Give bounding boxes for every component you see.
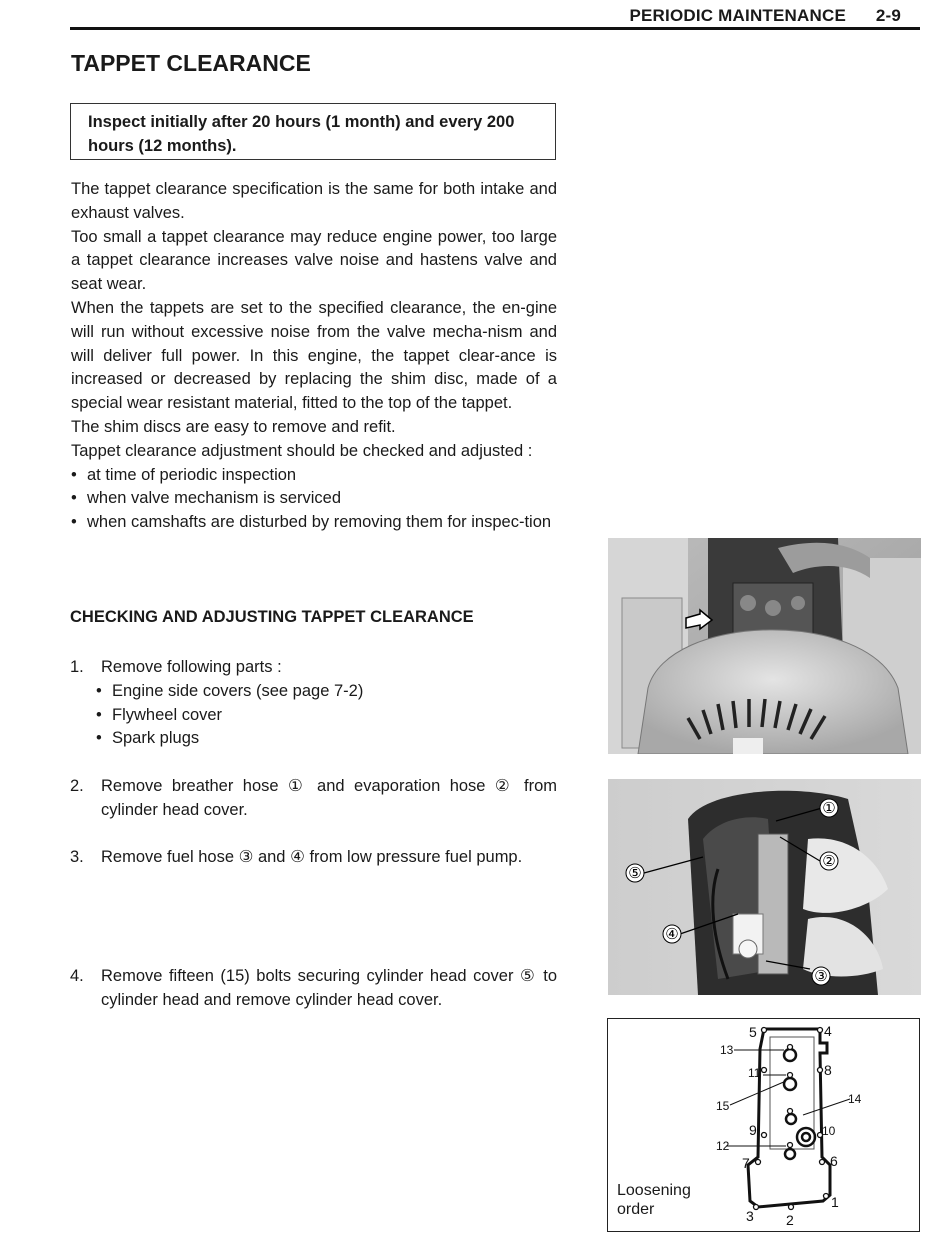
bolt-label-5: 5 — [749, 1024, 757, 1040]
list-item: • at time of periodic inspection — [71, 464, 557, 488]
paragraph: Tappet clearance adjustment should be checked and adjusted : — [71, 441, 533, 460]
page-title: TAPPET CLEARANCE — [71, 50, 311, 76]
step-text: Remove fifteen (15) bolts securing cylinder head cover ⑤ to cylinder head and remove cylinder head cover. — [101, 967, 557, 1009]
section-title: PERIODIC MAINTENANCE — [629, 6, 846, 25]
step-number: 4. — [70, 967, 84, 985]
parts-list — [70, 680, 557, 751]
caption-line: order — [617, 1201, 655, 1218]
paragraph: Too small a tappet clearance may reduce engine power, too large a tappet clearance increases valve noise and hastens valve and seat wear. — [71, 227, 557, 294]
callout-4: ④ — [665, 925, 679, 943]
bolt-label-13: 13 — [720, 1043, 734, 1057]
bolt-label-8: 8 — [824, 1062, 832, 1078]
engine-photo-hoses — [608, 779, 921, 995]
bolt-label-10: 10 — [822, 1124, 836, 1138]
inspection-notice-box: Inspect initially after 20 hours (1 month) and every 200 hours (12 months). — [70, 103, 556, 160]
page-header — [600, 4, 918, 26]
list-item: • when valve mechanism is serviced — [71, 487, 557, 511]
step-number: 2. — [70, 777, 84, 795]
paragraph: The tappet clearance specification is the same for both intake and exhaust valves. — [71, 180, 557, 222]
step-2 — [70, 775, 557, 823]
bolt-label-11: 11 — [748, 1066, 761, 1080]
list-item: • Spark plugs — [96, 727, 557, 751]
step-4 — [70, 965, 557, 1013]
bolt-label-12: 12 — [716, 1139, 730, 1153]
bolt-label-7: 7 — [742, 1155, 750, 1171]
engine-photo-flywheel-image — [608, 538, 921, 754]
step-3 — [70, 846, 557, 870]
bolt-label-2: 2 — [786, 1212, 794, 1228]
callout-1: ① — [822, 799, 836, 817]
bolt-label-15: 15 — [716, 1099, 730, 1113]
callout-3: ③ — [814, 967, 828, 985]
intro-text — [71, 178, 557, 535]
engine-photo-flywheel — [608, 538, 921, 754]
bolt-label-6: 6 — [830, 1153, 838, 1169]
bolt-label-14: 14 — [848, 1092, 862, 1106]
list-item: • Flywheel cover — [96, 704, 557, 728]
step-1 — [70, 656, 557, 751]
paragraph: The shim discs are easy to remove and refit. — [71, 417, 396, 436]
caption-line: Loosening — [617, 1182, 691, 1199]
engine-photo-hoses-image — [608, 779, 921, 995]
step-number: 1. — [70, 658, 84, 676]
bolt-label-3: 3 — [746, 1208, 754, 1224]
page-number: 2-9 — [875, 6, 901, 25]
step-text: Remove breather hose ① and evaporation hose ② from cylinder head cover. — [101, 777, 557, 819]
adjustment-conditions-list — [71, 464, 557, 535]
paragraph: When the tappets are set to the specified clearance, the en-gine will run without excessive noise from the valve mecha-nism and will deliver full power. In this engine, the tappet clear-ance is increased or decreased by replacing the shim disc, made of a special wear resistant material, fitted to the top of the tappet. — [71, 298, 557, 413]
bolt-label-4: 4 — [824, 1023, 832, 1039]
list-item: • Engine side covers (see page 7-2) — [96, 680, 557, 704]
section-subheading: CHECKING AND ADJUSTING TAPPET CLEARANCE — [70, 608, 474, 626]
step-number: 3. — [70, 848, 84, 866]
step-text: Remove fuel hose ③ and ④ from low pressure fuel pump. — [101, 848, 523, 866]
loosening-order-diagram — [607, 1018, 920, 1232]
list-item: • when camshafts are disturbed by removing them for inspec-tion — [71, 511, 557, 535]
diagram-caption — [617, 1181, 691, 1219]
bolt-label-1: 1 — [831, 1194, 839, 1210]
callout-5: ⑤ — [628, 864, 642, 882]
step-text: Remove following parts : — [101, 658, 282, 676]
callout-2: ② — [822, 852, 836, 870]
bolt-label-9: 9 — [749, 1122, 757, 1138]
header-rule — [70, 27, 920, 30]
